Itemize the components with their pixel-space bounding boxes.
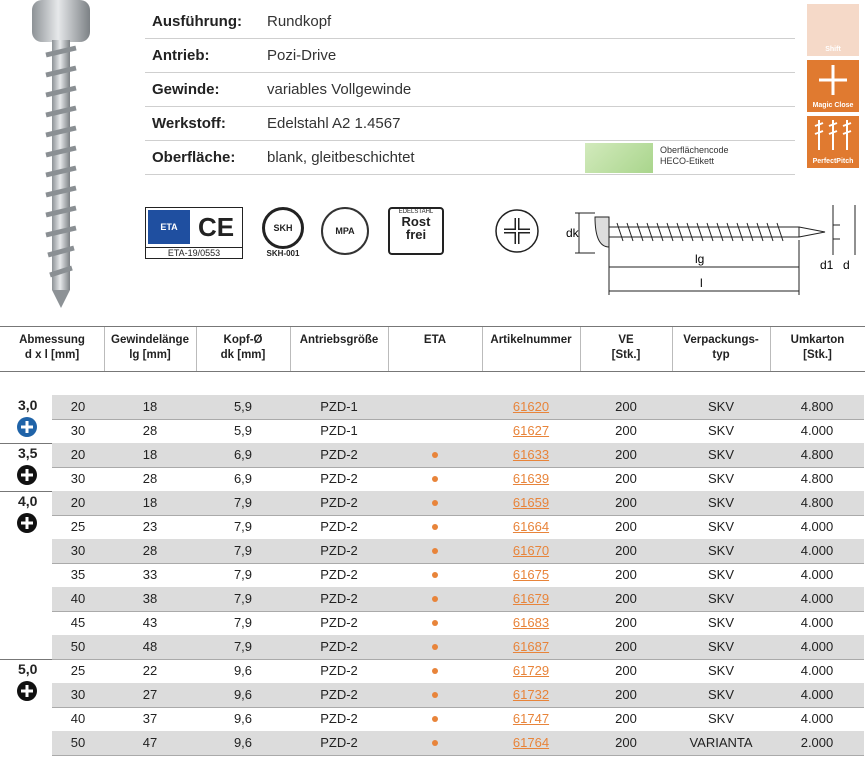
table-row [52,563,864,588]
table-cell: 18 [142,447,158,462]
column-separator [104,327,105,371]
table-cell: 4.800 [800,495,834,510]
pozi-drive-icon [17,417,37,437]
table-cell: 30 [70,471,86,486]
table-cell: 9,6 [233,687,253,702]
table-cell: 200 [615,519,637,534]
mpa-logo: MPA [321,207,369,255]
table-cell: 37 [142,711,158,726]
svg-text:dk: dk [566,226,579,240]
table-row [52,395,864,420]
table-cell: PZD-2 [320,591,358,606]
article-number-cell [482,495,580,510]
article-number-link[interactable]: 61679 [512,591,550,606]
article-number-link[interactable]: 61633 [512,447,550,462]
table-row [52,635,864,660]
table-cell: 22 [142,663,158,678]
dimension-label: 3,5 [18,445,38,461]
pozi-drive-icon [494,208,540,254]
rost-frei-badge: EDELSTAHL Rost frei [388,207,444,255]
table-cell: 28 [142,471,158,486]
article-number-link[interactable]: 61683 [512,615,550,630]
table-cell: PZD-2 [320,663,358,678]
article-number-cell [482,591,580,606]
table-cell: 7,9 [233,495,253,510]
table-cell: 6,9 [233,471,253,486]
article-number-cell [482,543,580,558]
eta-dot [432,644,438,650]
table-cell: 200 [615,495,637,510]
table-cell: 18 [142,399,158,414]
table-cell: 200 [615,543,637,558]
article-number-cell [482,663,580,678]
table-cell: 7,9 [233,519,253,534]
magic-close-tile: Magic Close [807,60,859,112]
table-cell: 4.000 [800,519,834,534]
article-number-cell [482,639,580,654]
table-cell: 7,9 [233,591,253,606]
table-cell: PZD-2 [320,543,358,558]
table-cell: 35 [70,567,86,582]
table-cell: 4.000 [800,615,834,630]
table-cell: 4.000 [800,423,834,438]
table-row [52,491,864,516]
table-cell: 4.000 [800,639,834,654]
mpa-badge [318,207,372,257]
svg-text:l: l [700,276,703,290]
table-cell: 38 [142,591,158,606]
table-cell: 33 [142,567,158,582]
pozi-drive-icon [17,681,37,701]
technical-drawing [565,195,860,305]
table-cell: PZD-2 [320,471,358,486]
eta-dot [432,452,438,458]
column-header: VE [Stk.] [611,334,641,361]
table-cell: 200 [615,663,637,678]
table-row [52,683,864,708]
table-cell: 200 [615,591,637,606]
column-header: Abmessung d x l [mm] [19,334,85,361]
table-cell: 40 [70,591,86,606]
surface-color-swatch [585,143,653,173]
eta-dot [432,524,438,530]
table-cell: 200 [615,687,637,702]
table-cell: 30 [70,543,86,558]
table-cell: PZD-1 [320,399,358,414]
column-header: Verpackungs- typ [683,334,759,361]
table-cell: PZD-2 [320,735,358,750]
eta-dot [432,716,438,722]
table-cell: 47 [142,735,158,750]
svg-text:d1: d1 [820,258,834,272]
article-number-link[interactable]: 61732 [512,687,550,702]
spec-row: Werkstoff: Edelstahl A2 1.4567 [145,107,795,141]
table-cell: 7,9 [233,567,253,582]
table-cell: SKV [707,447,734,462]
article-number-cell [482,519,580,534]
article-number-link[interactable]: 61664 [512,519,550,534]
eta-ce-badge [145,207,243,259]
table-cell: 30 [70,687,86,702]
column-header: Artikelnummer [490,334,572,346]
table-cell: 2.000 [800,735,834,750]
table-cell: SKV [707,399,734,414]
svg-text:lg: lg [695,252,705,266]
article-number-cell [482,735,580,750]
table-cell: PZD-2 [320,711,358,726]
table-row [52,443,864,468]
table-cell: 4.800 [800,471,834,486]
column-separator [770,327,771,371]
article-number-link[interactable]: 61687 [512,639,550,654]
spec-row: Antrieb: Pozi-Drive [145,39,795,73]
article-number-link[interactable]: 61659 [512,495,550,510]
dimension-label: 3,0 [18,397,38,413]
table-cell: 50 [70,735,86,750]
screw-image [22,0,102,310]
table-cell: 23 [142,519,158,534]
table-cell: VARIANTA [689,735,753,750]
table-cell: 7,9 [233,543,253,558]
table-cell: 4.000 [800,567,834,582]
eta-logo: ETA [148,210,190,244]
table-cell: 25 [70,519,86,534]
table-cell: 25 [70,663,86,678]
eta-dot [432,740,438,746]
table-cell: 4.800 [800,399,834,414]
table-cell: 9,6 [233,663,253,678]
table-cell: 200 [615,399,637,414]
spec-row: Ausführung: Rundkopf [145,5,795,39]
column-header: Kopf-Ø dk [mm] [220,334,266,361]
article-number-link[interactable]: 61675 [512,567,550,582]
table-row [52,539,864,564]
article-number-cell [482,711,580,726]
table-cell: 18 [142,495,158,510]
table-cell: 7,9 [233,615,253,630]
skh-badge [255,207,311,257]
article-number-cell [482,567,580,582]
dimension-label: 5,0 [18,661,38,677]
table-cell: SKV [707,471,734,486]
table-cell: SKV [707,663,734,678]
eta-dot [432,476,438,482]
dimension-label: 4,0 [18,493,38,509]
table-cell: PZD-1 [320,423,358,438]
column-header: Umkarton [Stk.] [790,334,845,361]
table-cell: SKV [707,591,734,606]
table-cell: 20 [70,399,86,414]
table-cell: PZD-2 [320,687,358,702]
table-row [52,587,864,612]
table-cell: SKV [707,639,734,654]
table-cell: 6,9 [233,447,253,462]
table-cell: PZD-2 [320,447,358,462]
eta-dot [432,548,438,554]
article-number-link[interactable]: 61670 [512,543,550,558]
article-number-cell [482,423,580,438]
table-cell: SKV [707,543,734,558]
table-row [52,731,864,756]
article-number-cell [482,471,580,486]
eta-dot [432,572,438,578]
table-cell: 200 [615,615,637,630]
group-divider [0,443,52,444]
table-row [52,659,864,684]
table-cell: 7,9 [233,639,253,654]
table-header [0,326,865,372]
table-cell: 27 [142,687,158,702]
table-row [52,419,864,444]
table-cell: 9,6 [233,711,253,726]
eta-dot [432,620,438,626]
table-row [52,611,864,636]
table-cell: 200 [615,567,637,582]
article-number-link[interactable]: 61729 [512,663,550,678]
table-cell: SKV [707,567,734,582]
table-cell: 4.000 [800,663,834,678]
column-separator [580,327,581,371]
article-number-cell [482,399,580,414]
table-cell: 4.000 [800,543,834,558]
column-header: Gewindelänge lg [mm] [111,334,189,361]
perfect-pitch-tile: PerfectPitch [807,116,859,168]
spec-row: Oberfläche: blank, gleitbeschichtet Oberflächencode HECO-Etikett [145,141,795,175]
table-cell: 50 [70,639,86,654]
skh-number: SKH-001 [266,249,300,258]
svg-text:d: d [843,258,850,272]
article-number-cell [482,687,580,702]
perfect-pitch-icon [807,116,859,156]
table-cell: SKV [707,423,734,438]
spec-table [145,5,795,175]
spec-row: Gewinde: variables Vollgewinde [145,73,795,107]
table-cell: 200 [615,423,637,438]
article-number-link[interactable]: 61639 [512,471,550,486]
pozi-drive-icon [17,465,37,485]
table-cell: SKV [707,495,734,510]
table-cell: 20 [70,495,86,510]
surface-code-label: Oberflächencode HECO-Etikett [660,145,729,166]
ce-mark: CE [197,212,235,242]
eta-dot [432,596,438,602]
table-row [52,515,864,540]
article-number-cell [482,615,580,630]
table-cell: 5,9 [233,423,253,438]
group-divider [0,659,52,660]
column-header: ETA [423,334,447,346]
table-cell: SKV [707,519,734,534]
table-cell: SKV [707,687,734,702]
table-cell: PZD-2 [320,519,358,534]
table-cell: 30 [70,423,86,438]
magic-close-icon [807,60,859,100]
article-number-link[interactable]: 61764 [512,735,550,750]
table-cell: 45 [70,615,86,630]
article-number-link[interactable]: 61620 [512,399,550,414]
table-cell: PZD-2 [320,615,358,630]
column-separator [672,327,673,371]
table-cell: 200 [615,639,637,654]
table-cell: 4.000 [800,687,834,702]
table-cell: 200 [615,735,637,750]
table-cell: 43 [142,615,158,630]
table-cell: 200 [615,471,637,486]
table-cell: 4.000 [800,591,834,606]
eta-dot [432,692,438,698]
table-cell: PZD-2 [320,567,358,582]
eta-number: ETA-19/0553 [146,247,242,258]
article-number-cell [482,447,580,462]
table-cell: PZD-2 [320,639,358,654]
column-header: Antriebsgröße [299,334,379,346]
table-cell: 9,6 [233,735,253,750]
eta-dot [432,668,438,674]
skh-logo: SKH [262,207,304,249]
table-cell: SKV [707,711,734,726]
table-cell: 40 [70,711,86,726]
group-divider [0,491,52,492]
table-cell: 4.000 [800,711,834,726]
column-separator [482,327,483,371]
table-row [52,467,864,492]
column-separator [290,327,291,371]
article-number-link[interactable]: 61627 [512,423,550,438]
shift-tile: Shift [807,4,859,56]
table-cell: 5,9 [233,399,253,414]
table-cell: SKV [707,615,734,630]
eta-dot [432,500,438,506]
pozi-drive-icon [17,513,37,533]
column-separator [196,327,197,371]
table-cell: 4.800 [800,447,834,462]
table-cell: 200 [615,447,637,462]
table-row [52,707,864,732]
table-cell: 200 [615,711,637,726]
table-cell: 20 [70,447,86,462]
table-cell: PZD-2 [320,495,358,510]
column-separator [388,327,389,371]
table-cell: 28 [142,543,158,558]
table-cell: 28 [142,423,158,438]
table-cell: 48 [142,639,158,654]
article-number-link[interactable]: 61747 [512,711,550,726]
